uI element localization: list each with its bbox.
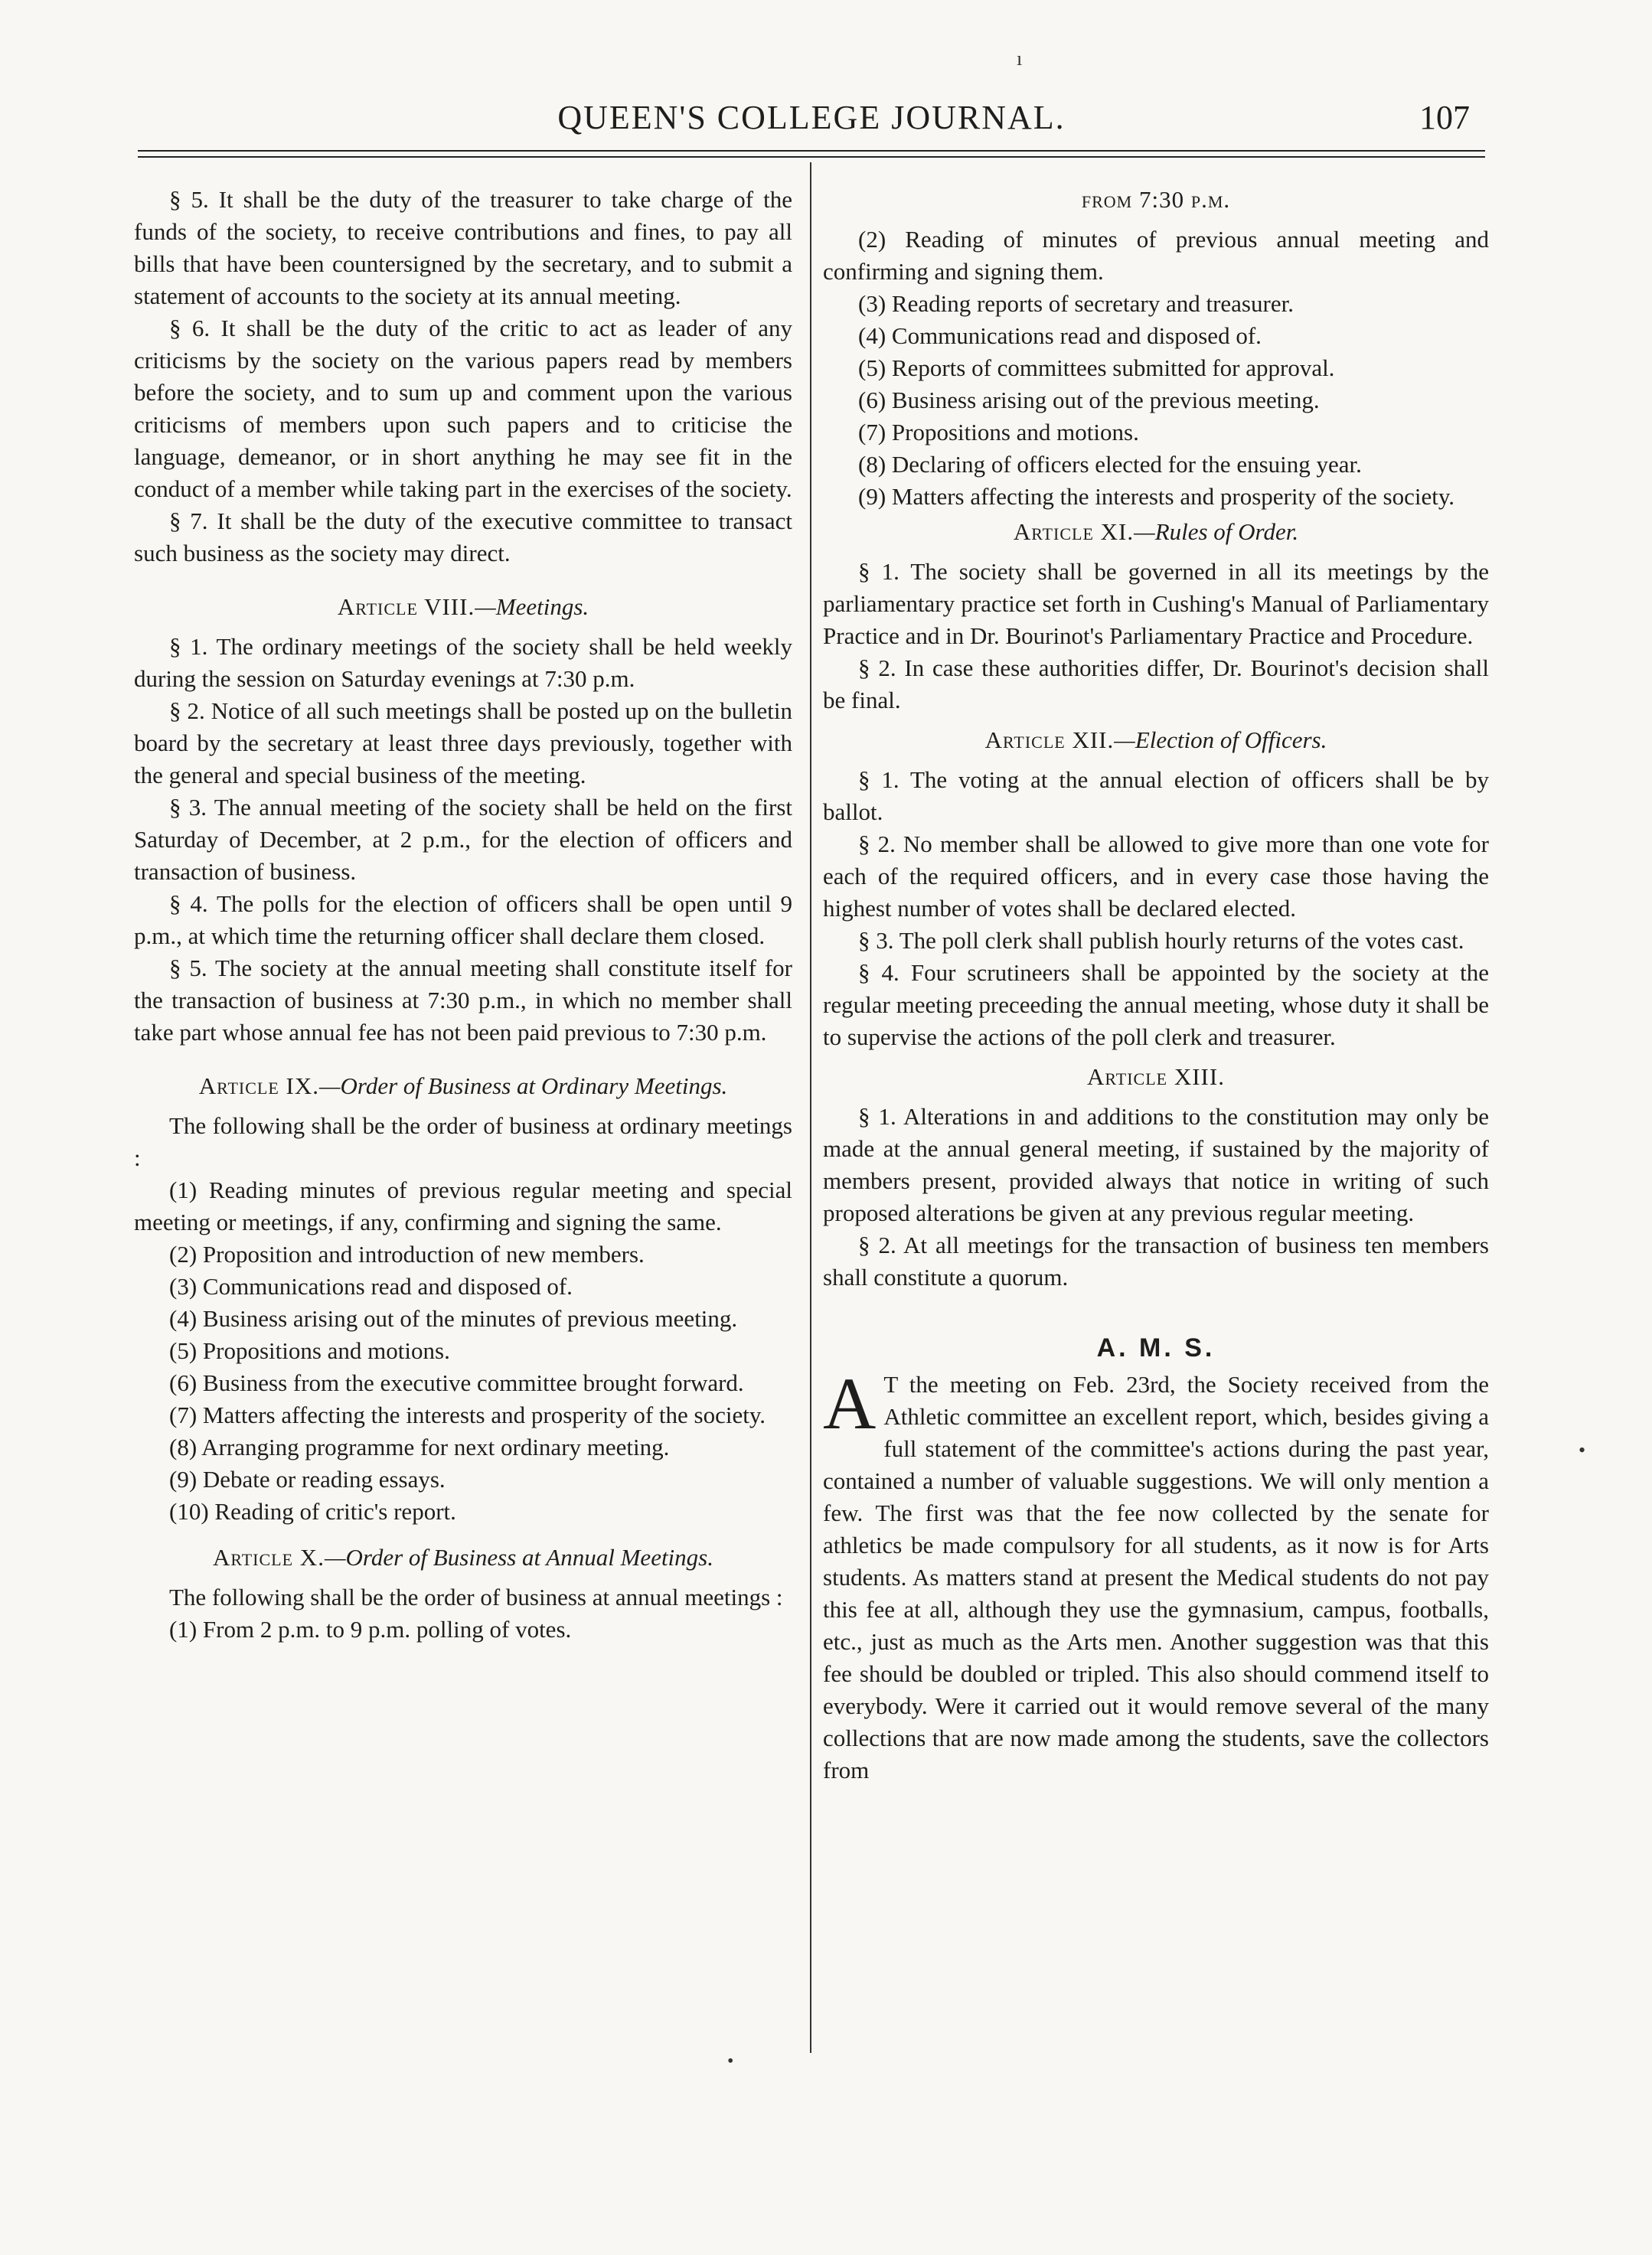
list-item: (8) Declaring of officers elected for the ensuing year. xyxy=(858,451,1362,478)
article-heading xyxy=(134,1542,792,1574)
paragraph: § 7. It shall be the duty of the executive committee to transact such business as the society may direct. xyxy=(134,507,792,566)
list-item: (9) Matters affecting the interests and prosperity of the society. xyxy=(858,483,1455,510)
article-title: —Election of Officers. xyxy=(1114,726,1327,753)
article-heading xyxy=(134,1070,792,1102)
list-item: (10) Reading of critic's report. xyxy=(169,1498,456,1525)
article-title: —Meetings. xyxy=(475,593,589,620)
drop-cap: A xyxy=(823,1362,877,1444)
paragraph: § 1. Alterations in and additions to the constitution may only be made at the annual general meeting, if sustained by the majority of members present, provided always that notice in writing of such proposed alterations be given at any previous regular meeting. xyxy=(823,1103,1489,1226)
paragraph: § 4. Four scrutineers shall be appointed by the society at the regular meeting preceeding the annual meeting, whose duty it shall be to supervise the actions of the poll clerk and treasurer. xyxy=(823,959,1489,1050)
column-divider xyxy=(810,162,811,2053)
list-item: (4) Business arising out of the minutes of previous meeting. xyxy=(169,1305,738,1332)
list-item: (5) Propositions and motions. xyxy=(169,1337,450,1364)
article-label: Article XII. xyxy=(984,726,1115,753)
scan-speck: • xyxy=(1579,1439,1586,1461)
list-item: (4) Communications read and disposed of. xyxy=(858,322,1262,349)
article-label: Article VIII. xyxy=(337,593,475,620)
list-item: (2) Proposition and introduction of new members. xyxy=(169,1241,645,1268)
article-title: —Rules of Order. xyxy=(1134,518,1299,545)
paragraph: § 2. No member shall be allowed to give more than one vote for each of the required officers, and in every case those having the highest number of votes shall be declared elected. xyxy=(823,831,1489,922)
article-label: Article XI. xyxy=(1013,518,1135,545)
paragraph: § 2. In case these authorities differ, Dr. Bourinot's decision shall be final. xyxy=(823,654,1489,713)
paragraph: The following shall be the order of business at annual meetings : xyxy=(169,1584,783,1610)
paragraph: § 3. The poll clerk shall publish hourly returns of the votes cast. xyxy=(858,927,1464,954)
list-item: (9) Debate or reading essays. xyxy=(169,1466,446,1493)
article-label: Article IX. xyxy=(198,1072,319,1099)
left-column xyxy=(134,184,792,1646)
list-item: (6) Business arising out of the previous meeting. xyxy=(858,387,1320,413)
page-header xyxy=(138,92,1485,145)
paragraph: § 1. The voting at the annual election of officers shall be by ballot. xyxy=(823,766,1489,825)
article-title: —Order of Business at Annual Meetings. xyxy=(324,1544,713,1571)
header-rule-top xyxy=(138,150,1485,152)
article-label: Article XIII. xyxy=(1087,1063,1225,1090)
article-title: —Order of Business at Ordinary Meetings. xyxy=(318,1072,728,1099)
list-item: (7) Propositions and motions. xyxy=(858,419,1139,445)
paragraph: § 1. The society shall be governed in all its meetings by the parliamentary practice set forth in Cushing's Manual of Parliamentary Practice and in Dr. Bourinot's Parliamentary Practice and Procedure. xyxy=(823,558,1489,649)
scan-speck: • xyxy=(727,2051,734,2071)
article-heading xyxy=(823,516,1489,548)
right-column xyxy=(823,184,1489,1787)
list-item: (1) Reading minutes of previous regular meeting and special meeting or meetings, if any, confirming and signing the same. xyxy=(134,1176,792,1235)
paragraph: § 5. The society at the annual meeting shall constitute itself for the transaction of business at 7:30 p.m., in which no member shall take part whose annual fee has not been paid previous to 7:30 p.m. xyxy=(134,955,792,1046)
paragraph: § 6. It shall be the duty of the critic to act as leader of any criticisms by the society on the various papers read by members before the society, and to sum up and comment upon the various criticisms of members upon such papers and to criticise the language, demeanor, or in short anything he may see fit in the conduct of a member while taking part in the exercises of the society. xyxy=(134,315,792,502)
ams-text: T the meeting on Feb. 23rd, the Society received from the Athletic committee an excellent report, which, besides giving a full statement of the committee's actions during the past year, contained a number of valuable suggestions. We will only mention a few. The first was that the fee now collected by the senate for athletics be made compulsory for all students, as it now is for Arts students. As matters stand at present the Medical students do not pay this fee at all, although they use the gymnasium, campus, footballs, etc., just as much as the Arts men. Another suggestion was that this fee should be doubled or tripled. This also should commend itself to everybody. Were it carried out it would remove several of the many collections that are now made among the students, save the collectors from xyxy=(823,1371,1489,1783)
list-item: (2) Reading of minutes of previous annual meeting and confirming and signing them. xyxy=(823,226,1489,285)
list-item: (1) From 2 p.m. to 9 p.m. polling of votes. xyxy=(169,1616,572,1643)
list-item: (3) Reading reports of secretary and treasurer. xyxy=(858,290,1294,317)
paragraph: § 2. At all meetings for the transaction of business ten members shall constitute a quorum. xyxy=(823,1232,1489,1291)
list-item: (3) Communications read and disposed of. xyxy=(169,1273,573,1300)
paragraph: § 5. It shall be the duty of the treasurer to take charge of the funds of the society, to receive contributions and fines, to pay all bills that have been countersigned by the secretary, and to submit a statement of accounts to the society at its annual meeting. xyxy=(134,186,792,309)
section-subheading xyxy=(823,184,1489,216)
ams-paragraph xyxy=(823,1362,1489,1787)
paragraph: § 4. The polls for the election of officers shall be open until 9 p.m., at which time the returning officer shall declare them closed. xyxy=(134,890,792,949)
subheading-text: from 7:30 p.m. xyxy=(1081,186,1231,213)
journal-title: QUEEN'S COLLEGE JOURNAL. xyxy=(557,99,1066,136)
article-heading xyxy=(134,591,792,623)
article-heading xyxy=(823,724,1489,756)
scan-speck: ı xyxy=(1017,47,1023,70)
article-heading xyxy=(823,1061,1489,1093)
paragraph: The following shall be the order of business at ordinary meetings : xyxy=(134,1112,792,1171)
page-number: 107 xyxy=(1419,99,1470,136)
list-item: (8) Arranging programme for next ordinary meeting. xyxy=(169,1434,670,1460)
header-rule-bottom xyxy=(138,156,1485,158)
paragraph: § 3. The annual meeting of the society shall be held on the first Saturday of December, at 2 p.m., for the election of officers and transaction of business. xyxy=(134,794,792,885)
ams-section-title: A. M. S. xyxy=(1096,1333,1216,1362)
list-item: (5) Reports of committees submitted for approval. xyxy=(858,354,1335,381)
paragraph: § 1. The ordinary meetings of the society shall be held weekly during the session on Saturday evenings at 7:30 p.m. xyxy=(134,633,792,692)
paragraph: § 2. Notice of all such meetings shall be posted up on the bulletin board by the secretary at least three days previously, together with the general and special business of the meeting. xyxy=(134,697,792,788)
list-item: (6) Business from the executive committee brought forward. xyxy=(169,1369,744,1396)
list-item: (7) Matters affecting the interests and prosperity of the society. xyxy=(169,1402,766,1428)
article-label: Article X. xyxy=(213,1544,325,1571)
